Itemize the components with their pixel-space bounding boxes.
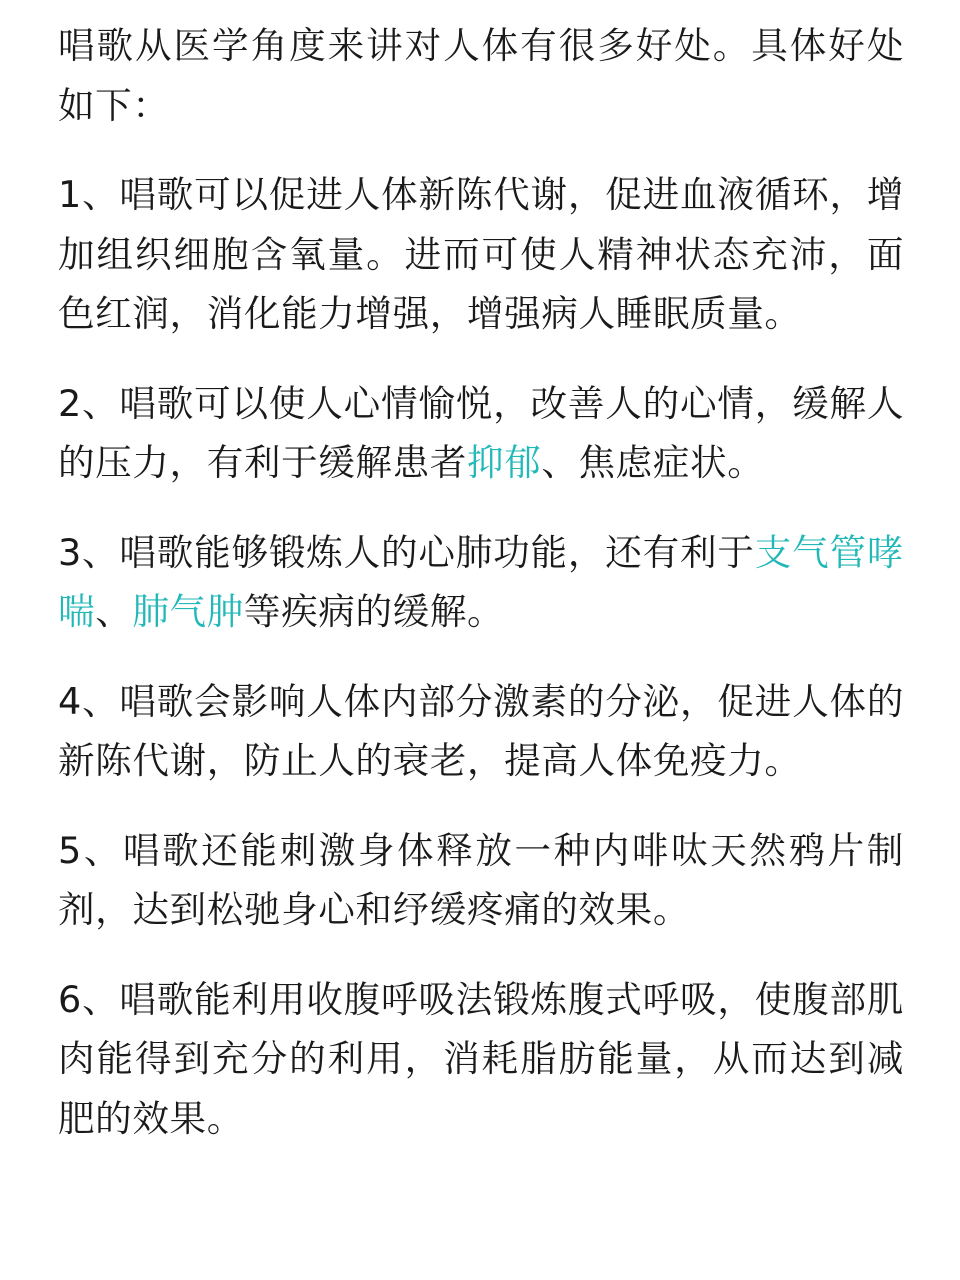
benefit-item-2-text-before: 2、唱歌可以使人心情愉悦，改善人的心情，缓解人的压力，有利于缓解患者: [58, 381, 904, 484]
link-bronchial-asthma[interactable]: 支气管哮喘: [58, 530, 904, 633]
link-depression[interactable]: 抑郁: [466, 441, 542, 484]
benefit-item-1: 1、唱歌可以促进人体新陈代谢，促进血液循环，增加组织细胞含氧量。进而可使人精神状态充沛，面色红润，消化能力增强，增强病人睡眠质量。: [58, 173, 904, 335]
intro-paragraph: 唱歌从医学角度来讲对人体有很多好处。具体好处如下：: [58, 24, 904, 127]
benefit-item-3: [58, 523, 904, 642]
benefit-item-2-text-after: 、焦虑症状。: [541, 441, 765, 484]
link-emphysema[interactable]: 肺气肿: [132, 590, 244, 633]
benefit-item-2: [58, 374, 904, 493]
benefit-item-5: 5、唱歌还能刺激身体释放一种内啡呔天然鸦片制剂，达到松驰身心和纾缓疼痛的效果。: [58, 828, 904, 931]
article-body: [58, 16, 904, 1178]
benefit-item-3-separator: 、: [95, 590, 133, 633]
benefit-item-3-text-before: 3、唱歌能够锻炼人的心肺功能，还有利于: [58, 530, 755, 574]
benefit-item-3-text-after: 等疾病的缓解。: [243, 590, 505, 633]
benefit-item-6: 6、唱歌能利用收腹呼吸法锻炼腹式呼吸，使腹部肌肉能得到充分的利用，消耗脂肪能量，从而达到减肥的效果。: [58, 977, 904, 1140]
benefit-item-4: 4、唱歌会影响人体内部分激素的分泌，促进人体的新陈代谢，防止人的衰老，提高人体免疫力。: [58, 679, 904, 782]
